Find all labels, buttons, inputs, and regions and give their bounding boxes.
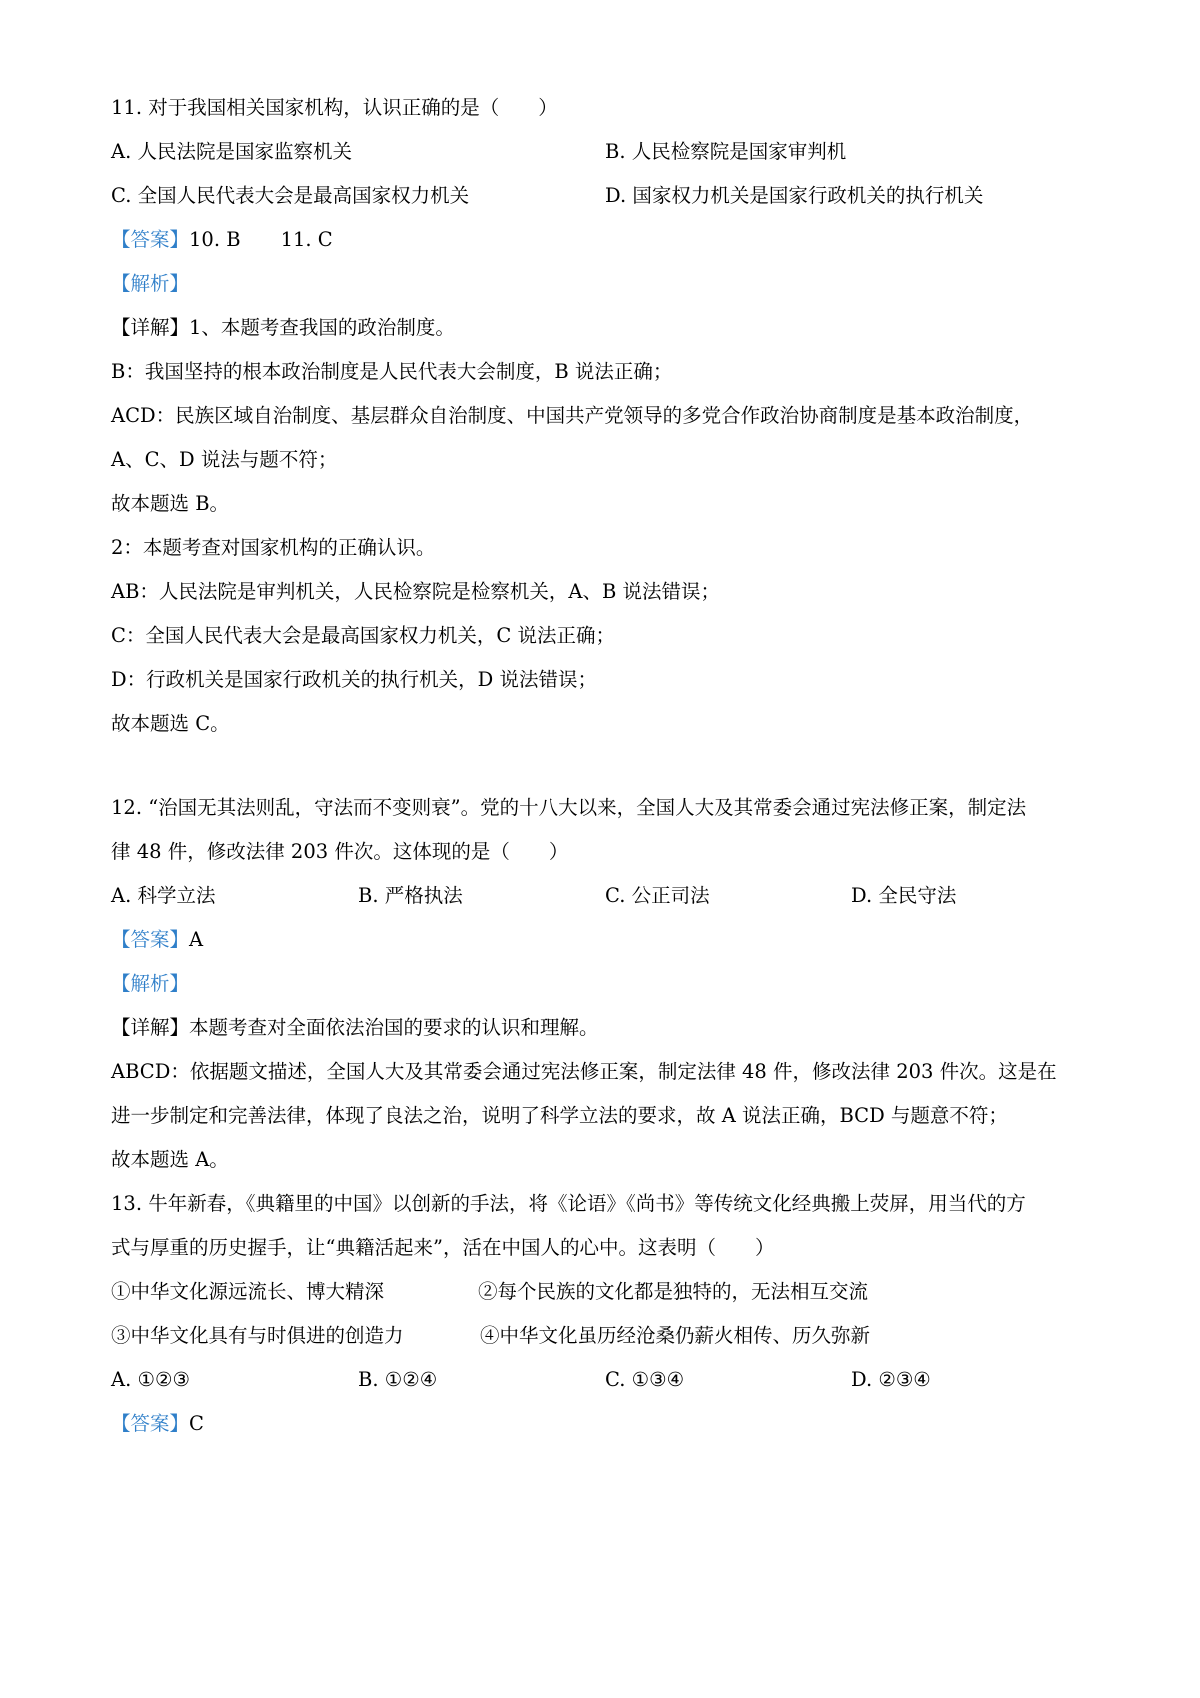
answer-value: C xyxy=(189,1412,204,1435)
analysis-line: D：行政机关是国家行政机关的执行机关，D 说法错误； xyxy=(111,668,597,691)
q13-option-c: C. ①③④ xyxy=(605,1368,685,1391)
q12-stem-line1: 12. “治国无其法则乱，守法而不变则衰”。党的十八大以来，全国人大及其常委会通过宪法修正案，制定法 xyxy=(111,796,1027,819)
q13-item-2: ②每个民族的文化都是独特的，无法相互交流 xyxy=(478,1280,869,1303)
q12-option-c: C. 公正司法 xyxy=(605,884,710,907)
q13-stem-line2: 式与厚重的历史握手，让“典籍活起来”，活在中国人的心中。这表明（ ） xyxy=(111,1236,775,1259)
q13-item-1: ①中华文化源远流长、博大精深 xyxy=(111,1280,385,1303)
answer-tag: 【答案】 xyxy=(111,928,190,951)
q12-analysis-line: ABCD：依据题文描述，全国人大及其常委会通过宪法修正案，制定法律 48 件，修改法律 203 件次。这是在 xyxy=(111,1060,1057,1083)
q13-option-b: B. ①②④ xyxy=(358,1368,438,1391)
q11-option-b: B. 人民检察院是国家审判机 xyxy=(605,140,847,163)
analysis-line: AB：人民法院是审判机关，人民检察院是检察机关，A、B 说法错误； xyxy=(111,580,721,603)
q11-option-c: C. 全国人民代表大会是最高国家权力机关 xyxy=(111,184,470,207)
analysis-line: C：全国人民代表大会是最高国家权力机关，C 说法正确； xyxy=(111,624,616,647)
q13-stem-line1: 13. 牛年新春，《典籍里的中国》以创新的手法，将《论语》《尚书》等传统文化经典搬上荧屏，用当代的方 xyxy=(111,1192,1026,1215)
answer-tag: 【答案】 xyxy=(111,228,190,251)
q12-answer xyxy=(111,926,1101,954)
q12-option-b: B. 严格执法 xyxy=(358,884,463,907)
answer-10-11 xyxy=(111,226,1101,254)
q11-option-d: D. 国家权力机关是国家行政机关的执行机关 xyxy=(605,184,984,207)
q13-option-a: A. ①②③ xyxy=(111,1368,190,1391)
analysis-line: ACD：民族区域自治制度、基层群众自治制度、中国共产党领导的多党合作政治协商制度是基本政治制度， xyxy=(111,404,1034,427)
analysis-line: B：我国坚持的根本政治制度是人民代表大会制度，B 说法正确； xyxy=(111,360,673,383)
analysis-heading-10-11 xyxy=(111,270,1101,298)
analysis-line: A、C、D 说法与题不符； xyxy=(111,448,338,471)
answer-value-11: 11. C xyxy=(280,228,333,251)
answer-value: A xyxy=(189,928,204,951)
answer-tag: 【答案】 xyxy=(111,1412,190,1435)
q12-stem-line2: 律 48 件，修改法律 203 件次。这体现的是（ ） xyxy=(111,840,569,863)
q13-option-d: D. ②③④ xyxy=(851,1368,931,1391)
q12-analysis-line: 故本题选 A。 xyxy=(111,1148,229,1171)
q12-analysis-line: 【详解】本题考查对全面依法治国的要求的认识和理解。 xyxy=(111,1016,599,1039)
analysis-tag: 【解析】 xyxy=(111,272,190,295)
q13-item-3: ③中华文化具有与时俱进的创造力 xyxy=(111,1324,404,1347)
analysis-tag: 【解析】 xyxy=(111,972,190,995)
analysis-line: 2：本题考查对国家机构的正确认识。 xyxy=(111,536,436,559)
q12-analysis-line: 进一步制定和完善法律，体现了良法之治，说明了科学立法的要求，故 A 说法正确，BCD 与题意不符； xyxy=(111,1104,1008,1127)
analysis-line: 【详解】1、本题考查我国的政治制度。 xyxy=(111,316,455,339)
analysis-line: 故本题选 C。 xyxy=(111,712,230,735)
q11-stem: 11. 对于我国相关国家机构，认识正确的是（ ） xyxy=(111,96,558,119)
q13-answer xyxy=(111,1410,1101,1438)
q12-option-d: D. 全民守法 xyxy=(851,884,957,907)
q12-option-a: A. 科学立法 xyxy=(111,884,216,907)
q12-analysis-heading xyxy=(111,970,1101,998)
analysis-line: 故本题选 B。 xyxy=(111,492,230,515)
answer-value-10: 10. B xyxy=(189,228,241,251)
q13-item-4: ④中华文化虽历经沧桑仍薪火相传、历久弥新 xyxy=(480,1324,871,1347)
q11-option-a: A. 人民法院是国家监察机关 xyxy=(111,140,352,163)
